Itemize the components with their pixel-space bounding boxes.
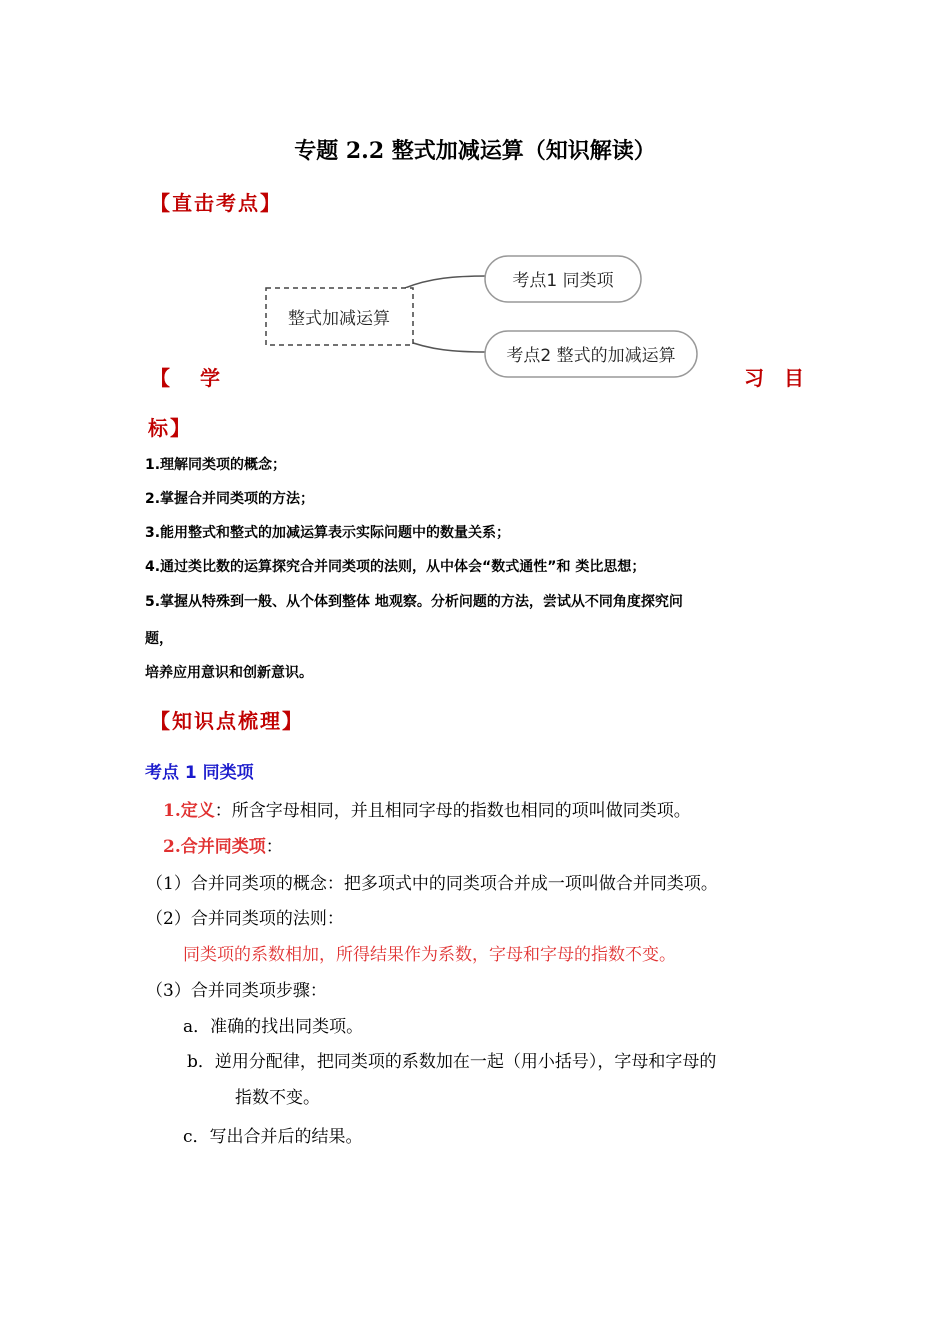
goal-item: 4.通过类比数的运算探究合并同类项的法则，从中体会“数式通性”和 类比思想； — [145, 559, 646, 575]
merge-label: 2.合并同类项 — [163, 837, 266, 857]
step-a: a．准确的找出同类项。 — [183, 1017, 364, 1037]
step-b-line1: b．逆用分配律，把同类项的系数加在一起（用小括号），字母和字母的 — [187, 1052, 717, 1072]
merge-steps-heading: （3）合并同类项步骤： — [146, 981, 327, 1001]
step-b-line2: 指数不变。 — [235, 1088, 320, 1108]
goals-heading-xue: 学 — [200, 366, 222, 390]
step-c: c．写出合并后的结果。 — [183, 1127, 363, 1147]
connector-2 — [405, 340, 487, 352]
child-node-1-label: 考点1 同类项 — [512, 271, 614, 291]
merge-colon: ： — [265, 837, 283, 857]
child-node-2-label: 考点2 整式的加减运算 — [506, 346, 676, 366]
merge-concept: （1）合并同类项的概念：把多项式中的同类项合并成一项叫做合并同类项。 — [146, 874, 718, 894]
page-title: 专题 2.2 整式加减运算（知识解读） — [294, 138, 656, 164]
goal-item: 培养应用意识和创新意识。 — [145, 665, 313, 681]
goals-heading-bracket: 【 — [150, 366, 172, 390]
definition-label: 1.定义 — [163, 801, 215, 821]
kp1-heading: 考点 1 同类项 — [145, 763, 254, 783]
merge-rule-heading: （2）合并同类项的法则： — [146, 909, 344, 929]
root-node-label: 整式加减运算 — [288, 309, 390, 329]
goal-item: 题， — [145, 631, 173, 647]
goals-heading-end: 标】 — [148, 416, 192, 440]
connector-1 — [405, 276, 487, 288]
definition-line — [163, 796, 691, 821]
goal-item: 1.理解同类项的概念； — [145, 457, 287, 473]
merge-rule-text: 同类项的系数相加，所得结果作为系数，字母和字母的指数不变。 — [183, 945, 676, 965]
section-direct-heading: 【直击考点】 — [150, 191, 282, 215]
goal-item: 3.能用整式和整式的加减运算表示实际问题中的数量关系； — [145, 525, 511, 541]
merge-line — [163, 832, 283, 857]
mind-map — [255, 248, 705, 388]
goals-heading-mu: 目 — [784, 366, 806, 390]
goal-item: 2.掌握合并同类项的方法； — [145, 491, 315, 507]
goal-item: 5.掌握从特殊到一般、从个体到整体 地观察。分析问题的方法，尝试从不同角度探究问 — [145, 594, 683, 610]
goals-heading-xi: 习 — [744, 366, 766, 390]
definition-text: ：所含字母相同，并且相同字母的指数也相同的项叫做同类项。 — [214, 801, 691, 821]
section-knowledge-heading: 【知识点梳理】 — [150, 709, 304, 733]
